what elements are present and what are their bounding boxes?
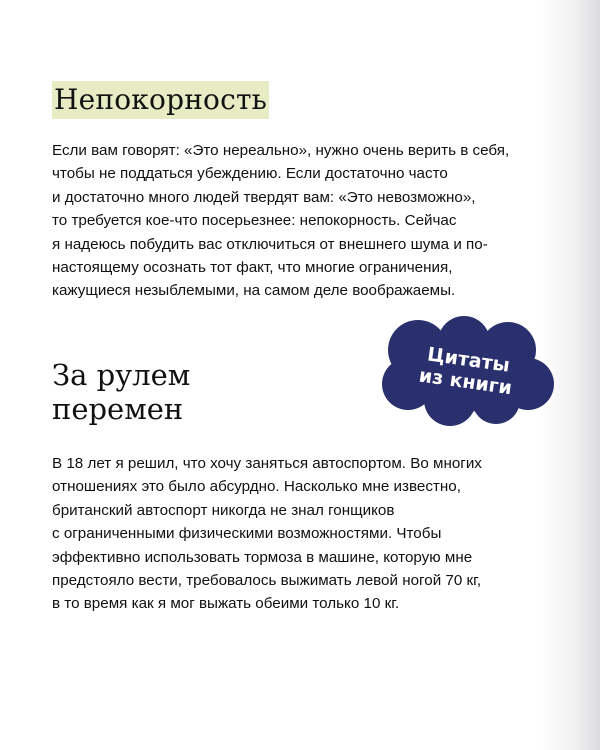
quotes-badge <box>378 316 556 426</box>
quotes-badge-label: Цитаты из книги <box>417 343 514 400</box>
section-paragraph-defiance: Если вам говорят: «Это нереально», нужно очень верить в себя, чтобы не поддаться убеждению. Если достаточно часто и достаточно много людей твердят вам: «Это невозможно», то требуется кое-что посерьезнее: непокорность. Сейчас я надеюсь побудить вас отключиться от внешнего шума и по- настоящему осознать тот факт, что многие ограничения, кажущиеся незыблемыми, на самом деле воображаемы. <box>52 142 510 300</box>
section-title-driving-change: За рулем перемен <box>52 358 191 426</box>
section-title-defiance <box>52 82 269 118</box>
title-highlight: Непокорность <box>52 81 269 119</box>
section-paragraph-driving-change: В 18 лет я решил, что хочу заняться автоспортом. Во многих отношениях это было абсурдно. Насколько мне известно, британский автоспорт никогда не знал гонщиков с ограниченными физическими возможностями. Чтобы эффективно использовать тормоза в машине, которую мне предстояло вести, требовалось выжимать левой ногой 70 кг, в то время как я мог выжать обеими только 10 кг. <box>52 455 482 613</box>
